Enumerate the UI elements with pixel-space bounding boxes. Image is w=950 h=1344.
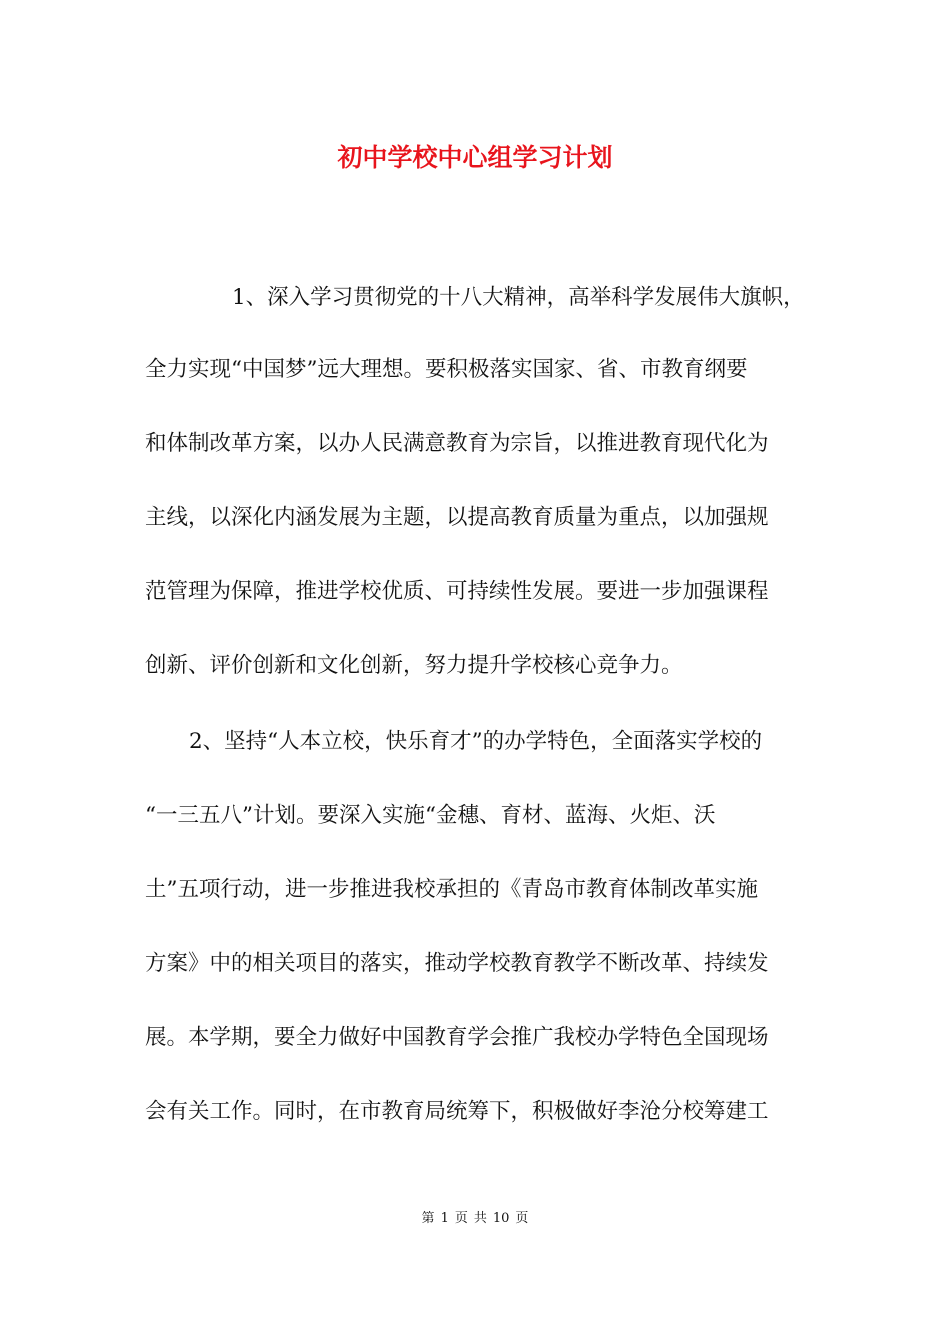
paragraph-2-line-2: “一三五八”计划。要深入实施“金穗、育材、蓝海、火炬、沃 xyxy=(145,803,716,828)
paragraph-2-line-5: 展。本学期，要全力做好中国教育学会推广我校办学特色全国现场 xyxy=(145,1025,769,1050)
footer-total-prefix: 共 xyxy=(473,1211,487,1226)
paragraph-1-line-6: 创新、评价创新和文化创新，努力提升学校核心竞争力。 xyxy=(145,653,683,678)
paragraph-1-line-5: 范管理为保障，推进学校优质、可持续性发展。要进一步加强课程 xyxy=(145,579,769,604)
paragraph-2-line-4: 方案》中的相关项目的落实，推动学校教育教学不断改革、持续发 xyxy=(145,951,769,976)
paragraph-2-line-3: 土”五项行动，进一步推进我校承担的《青岛市教育体制改革实施 xyxy=(145,877,758,902)
paragraph-1-line-3: 和体制改革方案，以办人民满意教育为宗旨，以推进教育现代化为 xyxy=(145,431,769,456)
footer-prefix: 第 xyxy=(421,1211,435,1226)
page-footer xyxy=(0,1207,950,1226)
paragraph-2-line-6: 会有关工作。同时，在市教育局统筹下，积极做好李沧分校筹建工 xyxy=(145,1099,769,1124)
document-title: 初中学校中心组学习计划 xyxy=(337,143,613,172)
footer-suffix: 页 xyxy=(515,1211,529,1226)
footer-current-page: 1 xyxy=(440,1211,449,1226)
footer-total-pages: 10 xyxy=(492,1211,510,1226)
paragraph-1-line-2: 全力实现“中国梦”远大理想。要积极落实国家、省、市教育纲要 xyxy=(145,357,748,382)
paragraph-1-line-4: 主线，以深化内涵发展为主题，以提高教育质量为重点，以加强规 xyxy=(145,505,769,530)
paragraph-1-line-1: 1、深入学习贯彻党的十八大精神，高举科学发展伟大旗帜， xyxy=(232,285,805,310)
footer-page-word: 页 xyxy=(454,1211,468,1226)
paragraph-2-line-1: 2、坚持“人本立校，快乐育才”的办学特色，全面落实学校的 xyxy=(189,729,763,754)
